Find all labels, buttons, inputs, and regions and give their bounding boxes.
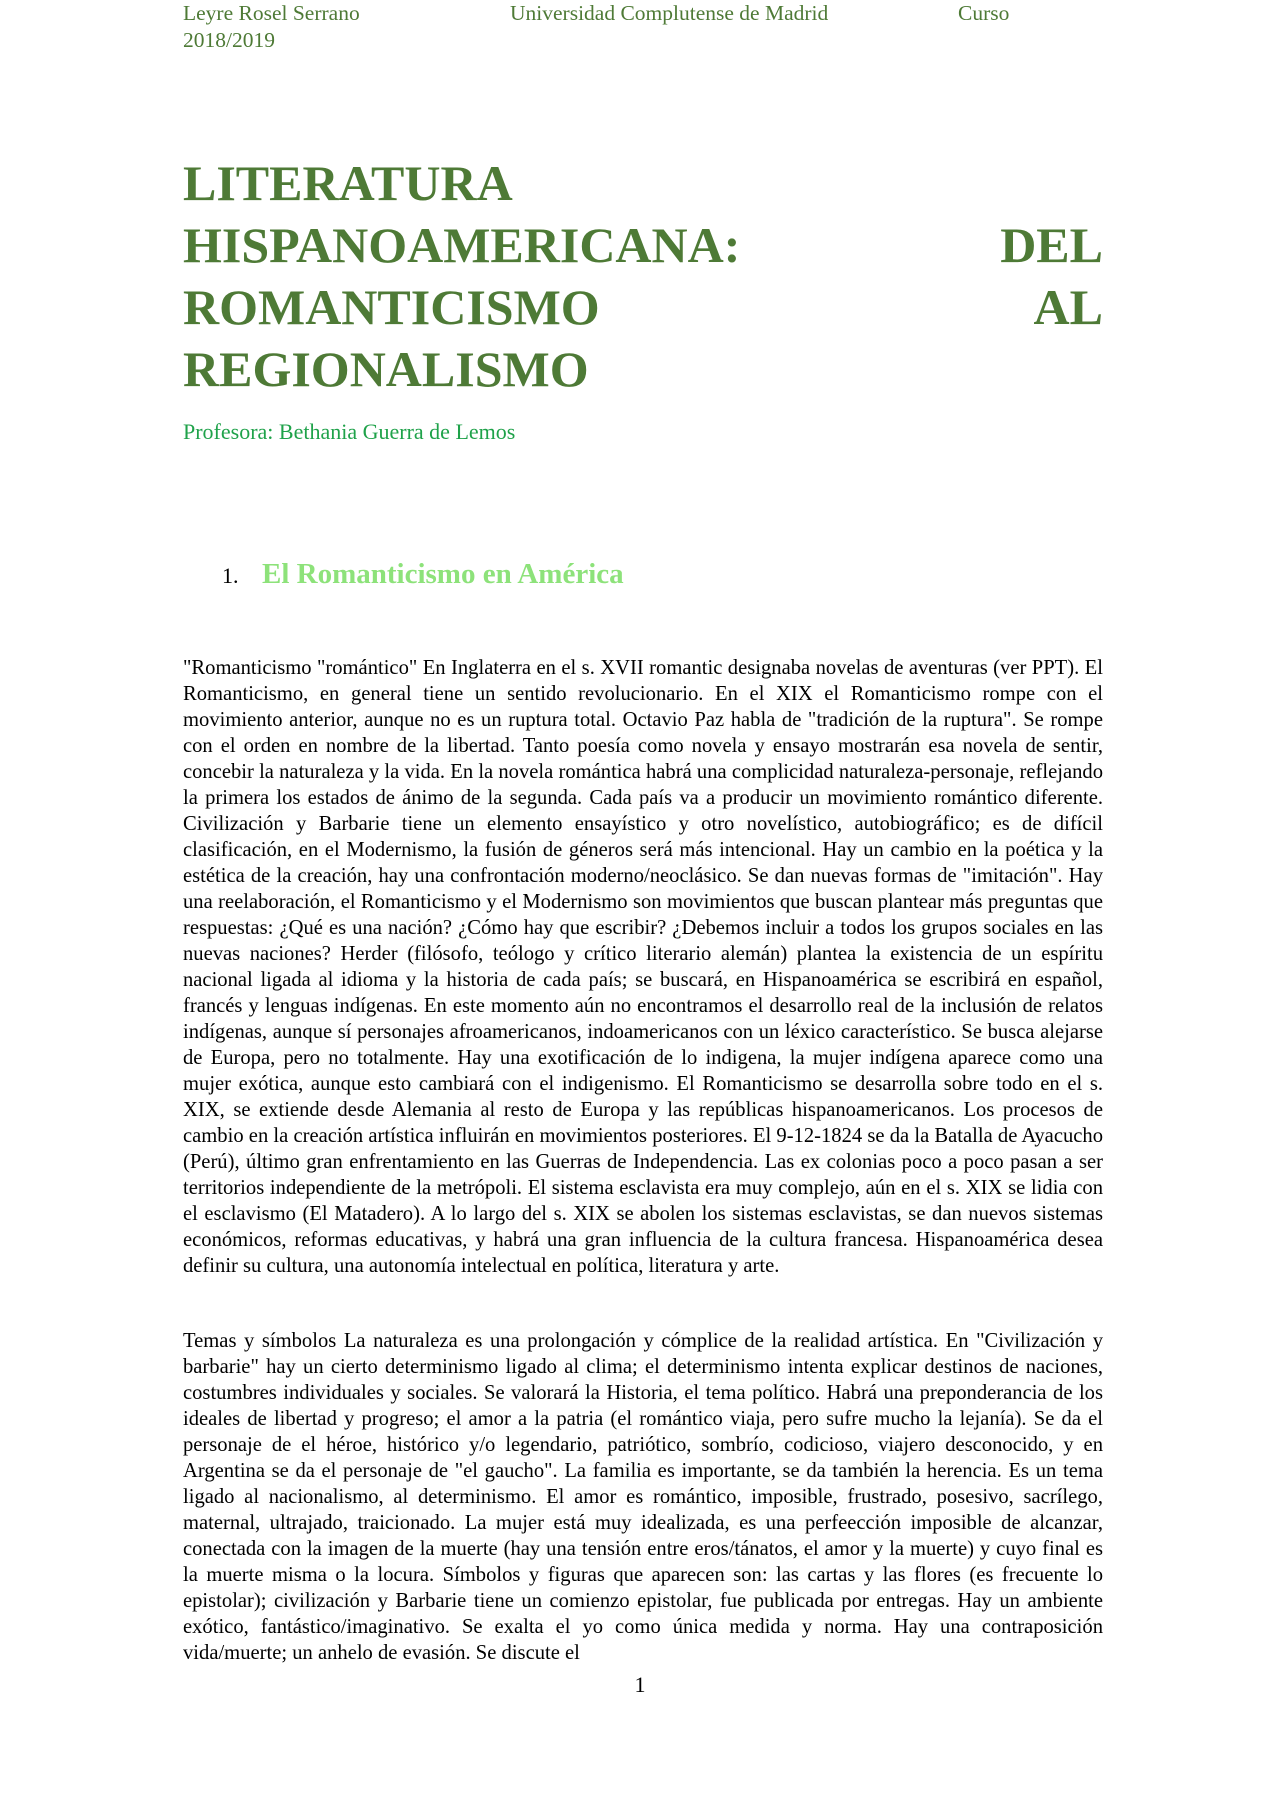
header-course-year: 2018/2019 xyxy=(183,28,275,52)
title-line-4: REGIONALISMO xyxy=(183,341,589,397)
title-line-3-right: AL xyxy=(1033,279,1103,335)
section-title: El Romanticismo en América xyxy=(262,558,624,590)
document-title xyxy=(183,152,1103,400)
professor-line: Profesora: Bethania Guerra de Lemos xyxy=(183,419,516,444)
section-heading xyxy=(222,556,624,594)
body-paragraph-2: Temas y símbolos La naturaleza es una prolongación y cómplice de la realidad artística. En "Civilización y barbarie" hay un cierto determinismo ligado al clima; el determinismo intenta explicar destinos de naciones, costumbres individuales y sociales. Se valorará la Historia, el tema político. Habrá una preponderancia de los ideales de libertad y progreso; el amor a la patria (el romántico viaja, pero sufre mucho la lejanía). Se da el personaje de el héroe, histórico y/o legendario, patriótico, sombrío, codicioso, viajero desconocido, y en Argentina se da el personaje de "el gaucho". La familia es importante, se da también la herencia. Es un tema ligado al nacionalismo, al determinismo. El amor es romántico, imposible, frustrado, posesivo, sacrílego, maternal, ultrajado, traicionado. La mujer está muy idealizada, es una perfeección imposible de alcanzar, conectada con la imagen de la muerte (hay una tensión entre eros/tánatos, el amor y la muerte) y cuyo final es la muerte misma o la locura. Símbolos y figuras que aparecen son: las cartas y las flores (es frecuente lo epistolar); civilización y Barbarie tiene un comienzo epistolar, fue publicada por entregas. Hay un ambiente exótico, fantástico/imaginativo. Se exalta el yo como única medida y norma. Hay una contraposición vida/muerte; un anhelo de evasión. Se discute el xyxy=(183,1330,1103,1664)
page-number: 1 xyxy=(634,1672,646,1697)
body-paragraph-1: "Romanticismo "romántico" En Inglaterra en el s. XVII romantic designaba novelas de aventuras (ver PPT). El Romanticismo, en general tiene un sentido revolucionario. En el XIX el Romanticismo rompe con el movimiento anterior, aunque no es un ruptura total. Octavio Paz habla de "tradición de la ruptura". Se rompe con el orden en nombre de la libertad. Tanto poesía como novela y ensayo mostrarán esa novela de sentir, concebir la naturaleza y la vida. En la novela romántica habrá una complicidad naturaleza-personaje, reflejando la primera los estados de ánimo de la segunda. Cada país va a producir un movimiento romántico diferente. Civilización y Barbarie tiene un elemento ensayístico y otro novelístico, autobiográfico; es de difícil clasificación, en el Modernismo, la fusión de géneros será más intencional. Hay un cambio en la poética y la estética de la creación, hay una confrontación moderno/neoclásico. Se dan nuevas formas de "imitación". Hay una reelaboración, el Romanticismo y el Modernismo son movimientos que buscan plantear más preguntas que respuestas: ¿Qué es una nación? ¿Cómo hay que escribir? ¿Debemos incluir a todos los grupos sociales en las nuevas naciones? Herder (filósofo, teólogo y crítico literario alemán) plantea la existencia de un espíritu nacional ligada al idioma y la historia de cada país; se buscará, en Hispanoamérica se escribirá en español, francés y lenguas indígenas. En este momento aún no encontramos el desarrollo real de la inclusión de relatos indígenas, aunque sí personajes afroamericanos, indoamericanos con un léxico característico. Se busca alejarse de Europa, pero no totalmente. Hay una exotificación de lo indigena, la mujer indígena aparece como una mujer exótica, aunque esto cambiará con el indigenismo. El Romanticismo se desarrolla sobre todo en el s. XIX, se extiende desde Alemania al resto de Europa y las repúblicas hispanoamericanos. Los procesos de cambio en la creación artística influirán en movimientos posteriores. El 9-12-1824 se da la Batalla de Ayacucho (Perú), último gran enfrentamiento en las Guerras de Independencia. Las ex colonias poco a poco pasan a ser territorios independiente de la metrópoli. El sistema esclavista era muy complejo, aún en el s. XIX se lidia con el esclavismo (El Matadero). A lo largo del s. XIX se abolen los sistemas esclavistas, se dan nuevos sistemas económicos, reformas educativas, y habrá una gran influencia de la cultura francesa. Hispanoamérica desea definir su cultura, una autonomía intelectual en política, literatura y arte. xyxy=(183,657,1103,1277)
header-course-label: Curso xyxy=(958,1,1010,25)
header-author: Leyre Rosel Serrano xyxy=(183,1,360,25)
section-number: 1. xyxy=(222,563,239,588)
title-line-2-right: DEL xyxy=(1000,217,1103,273)
title-line-2-left: HISPANOAMERICANA: xyxy=(183,217,741,273)
title-line-1: LITERATURA xyxy=(183,155,513,211)
page-header xyxy=(183,0,1103,52)
header-university: Universidad Complutense de Madrid xyxy=(510,1,829,25)
title-line-3-left: ROMANTICISMO xyxy=(183,279,600,335)
